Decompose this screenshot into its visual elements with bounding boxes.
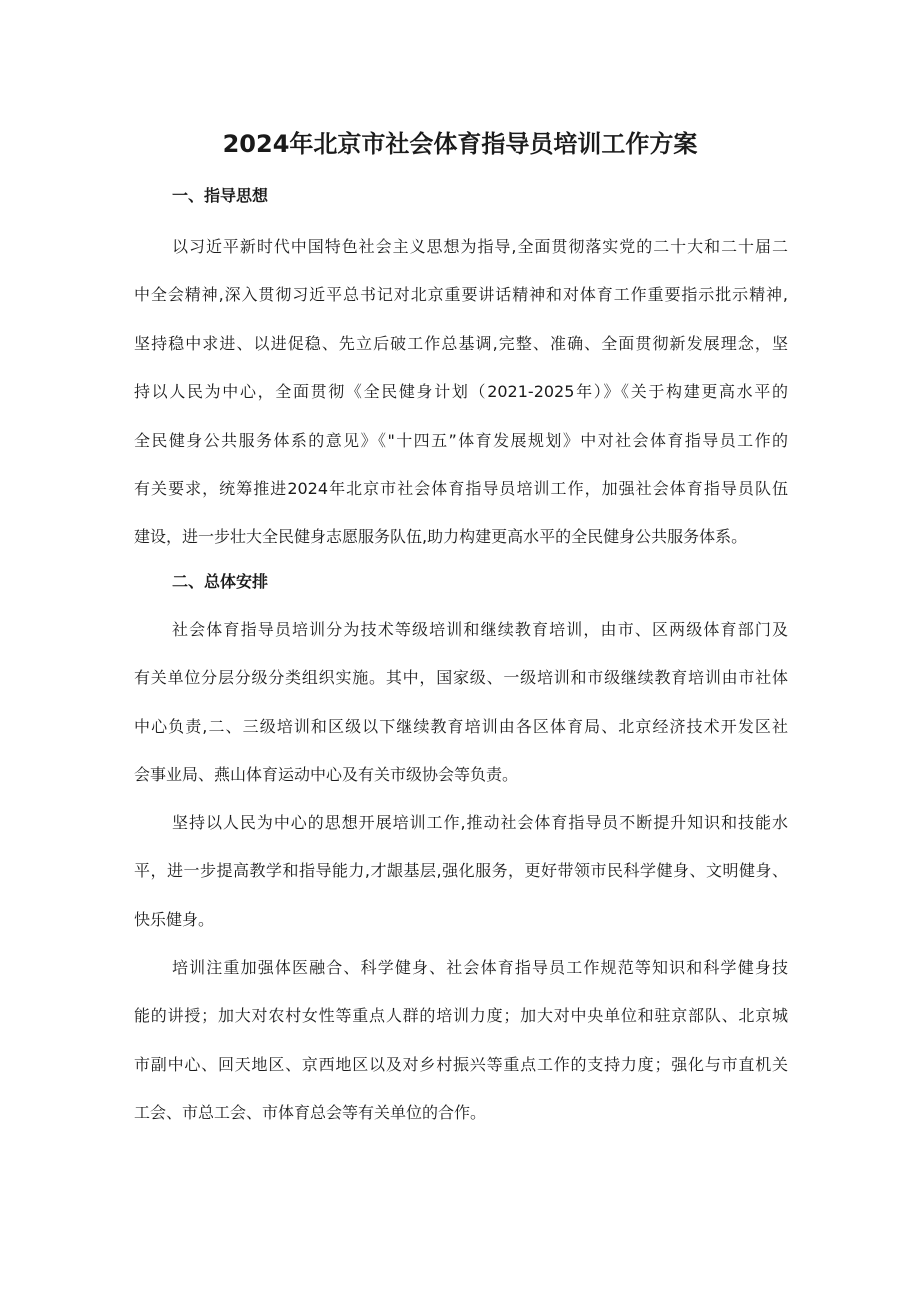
paragraph-guiding-ideology: [134, 223, 788, 562]
paragraph-line: 能的讲授；加大对农村女性等重点人群的培训力度；加大对中央单位和驻京部队、北京城: [134, 1006, 788, 1026]
paragraph-line: 培训注重加强体医融合、科学健身、社会体育指导员工作规范等知识和科学健身技: [172, 958, 788, 977]
paragraph-line: 市副中心、回天地区、京西地区以及对乡村振兴等重点工作的支持力度；强化与市直机关: [134, 1054, 788, 1074]
section-heading-guiding-ideology: 一、指导思想: [172, 186, 269, 205]
paragraph-line: 全民健身公共服务体系的意见》《"十四五”体育发展规划》中对社会体育指导员工作的: [134, 430, 788, 450]
paragraph-line: 有关要求，统筹推进2024年北京市社会体育指导员培训工作，加强社会体育指导员队伍: [134, 479, 788, 499]
paragraph-line: 快乐健身。: [134, 909, 215, 929]
paragraph-people-centered-training: [134, 799, 788, 944]
paragraph-line: 有关单位分层分级分类组织实施。其中，国家级、一级培训和市级继续教育培训由市社体: [134, 668, 788, 688]
paragraph-line: 社会体育指导员培训分为技术等级培训和继续教育培训，由市、区两级体育部门及: [172, 620, 788, 639]
document-title: 2024年北京市社会体育指导员培训工作方案: [222, 130, 698, 158]
paragraph-line: 工会、市总工会、市体育总会等有关单位的合作。: [134, 1103, 487, 1123]
paragraph-line: 持以人民为中心，全面贯彻《全民健身计划（2021-2025年）》《关于构建更高水平的: [134, 382, 788, 402]
paragraph-line: 会事业局、燕山体育运动中心及有关市级协会等负责。: [134, 765, 519, 785]
paragraph-training-organization: [134, 606, 788, 800]
paragraph-line: 平，进一步提高教学和指导能力,才龈基层,强化服务，更好带领市民科学健身、文明健身、: [134, 861, 788, 881]
paragraph-line: 坚持稳中求进、以进促稳、先立后破工作总基调,完整、准确、全面贯彻新发展理念，坚: [134, 333, 788, 353]
paragraph-line: 中心负责,二、三级培训和区级以下继续教育培训由各区体育局、北京经济技术开发区社: [134, 716, 788, 736]
paragraph-line: 以习近平新时代中国特色社会主义思想为指导,全面贯彻落实党的二十大和二十届二: [172, 237, 788, 256]
paragraph-line: 坚持以人民为中心的思想开展培训工作,推动社会体育指导员不断提升知识和技能水: [172, 813, 788, 832]
paragraph-training-focus: [134, 944, 788, 1138]
paragraph-line: 中全会精神,深入贯彻习近平总书记对北京重要讲话精神和对体育工作重要指示批示精神,: [134, 285, 788, 305]
section-heading-overall-arrangement: 二、总体安排: [172, 572, 269, 591]
paragraph-line: 建设，进一步壮大全民健身志愿服务队伍,助力构建更高水平的全民健身公共服务体系。: [134, 527, 748, 547]
